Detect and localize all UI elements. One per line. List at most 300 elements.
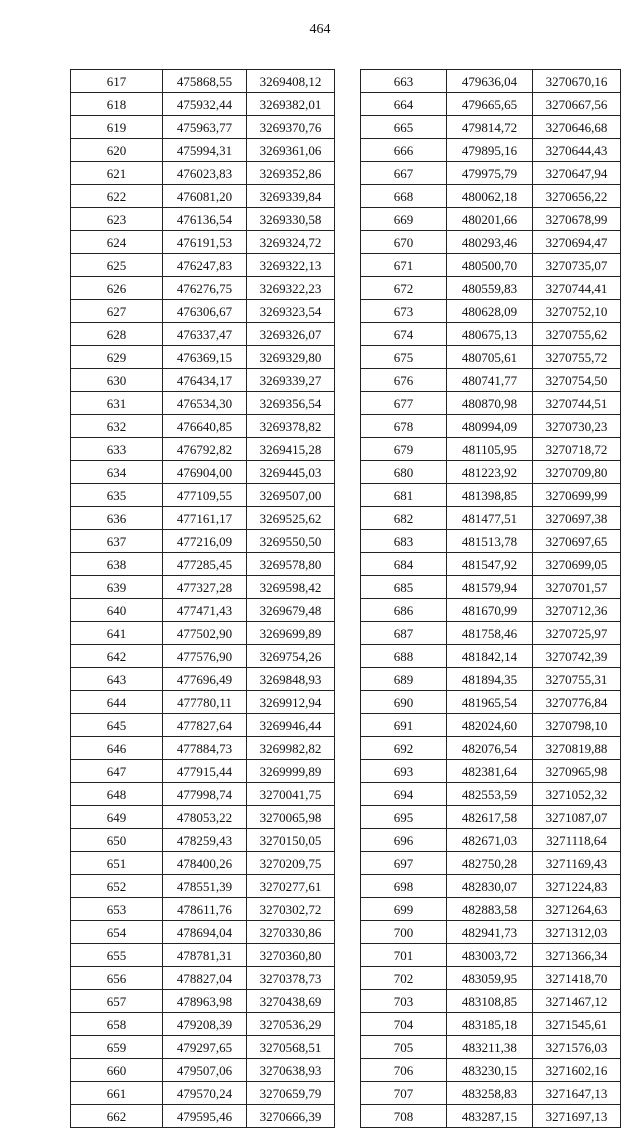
- y-coordinate-cell: 3271697,13: [533, 1105, 621, 1128]
- point-number-cell: 690: [361, 691, 447, 714]
- point-number-cell: 637: [71, 530, 163, 553]
- y-coordinate-cell: 3269339,27: [247, 369, 335, 392]
- x-coordinate-cell: 477998,74: [163, 783, 247, 806]
- point-number-cell: 685: [361, 576, 447, 599]
- table-row: [361, 576, 621, 599]
- x-coordinate-cell: 479297,65: [163, 1036, 247, 1059]
- y-coordinate-cell: 3270725,97: [533, 622, 621, 645]
- table-row: [71, 760, 335, 783]
- point-number-cell: 618: [71, 93, 163, 116]
- y-coordinate-cell: 3270744,51: [533, 392, 621, 415]
- x-coordinate-cell: 476337,47: [163, 323, 247, 346]
- point-number-cell: 652: [71, 875, 163, 898]
- point-number-cell: 671: [361, 254, 447, 277]
- point-number-cell: 692: [361, 737, 447, 760]
- point-number-cell: 649: [71, 806, 163, 829]
- table-row: [71, 484, 335, 507]
- y-coordinate-cell: 3270701,57: [533, 576, 621, 599]
- x-coordinate-cell: 478259,43: [163, 829, 247, 852]
- y-coordinate-cell: 3270718,72: [533, 438, 621, 461]
- point-number-cell: 701: [361, 944, 447, 967]
- x-coordinate-cell: 477780,11: [163, 691, 247, 714]
- point-number-cell: 691: [361, 714, 447, 737]
- y-coordinate-cell: 3270709,80: [533, 461, 621, 484]
- table-row: [71, 737, 335, 760]
- table-row: [71, 139, 335, 162]
- x-coordinate-cell: 480705,61: [447, 346, 533, 369]
- x-coordinate-cell: 478053,22: [163, 806, 247, 829]
- point-number-cell: 659: [71, 1036, 163, 1059]
- table-row: [71, 576, 335, 599]
- x-coordinate-cell: 476191,53: [163, 231, 247, 254]
- point-number-cell: 684: [361, 553, 447, 576]
- table-row: [361, 369, 621, 392]
- table-row: [361, 967, 621, 990]
- x-coordinate-cell: 480293,46: [447, 231, 533, 254]
- y-coordinate-cell: 3269699,89: [247, 622, 335, 645]
- y-coordinate-cell: 3270754,50: [533, 369, 621, 392]
- y-coordinate-cell: 3269982,82: [247, 737, 335, 760]
- table-row: [361, 461, 621, 484]
- y-coordinate-cell: 3271545,61: [533, 1013, 621, 1036]
- table-row: [71, 231, 335, 254]
- y-coordinate-cell: 3269324,72: [247, 231, 335, 254]
- coordinates-table-right: [360, 69, 621, 1128]
- table-row: [361, 622, 621, 645]
- y-coordinate-cell: 3269507,00: [247, 484, 335, 507]
- table-row: [71, 599, 335, 622]
- point-number-cell: 682: [361, 507, 447, 530]
- table-row: [361, 921, 621, 944]
- x-coordinate-cell: 479975,79: [447, 162, 533, 185]
- table-row: [361, 116, 621, 139]
- y-coordinate-cell: 3270798,10: [533, 714, 621, 737]
- y-coordinate-cell: 3270694,47: [533, 231, 621, 254]
- x-coordinate-cell: 477915,44: [163, 760, 247, 783]
- point-number-cell: 643: [71, 668, 163, 691]
- point-number-cell: 656: [71, 967, 163, 990]
- x-coordinate-cell: 480741,77: [447, 369, 533, 392]
- point-number-cell: 620: [71, 139, 163, 162]
- table-row: [71, 1105, 335, 1128]
- point-number-cell: 674: [361, 323, 447, 346]
- point-number-cell: 617: [71, 70, 163, 93]
- table-row: [71, 806, 335, 829]
- point-number-cell: 703: [361, 990, 447, 1013]
- point-number-cell: 689: [361, 668, 447, 691]
- x-coordinate-cell: 481223,92: [447, 461, 533, 484]
- y-coordinate-cell: 3269445,03: [247, 461, 335, 484]
- table-row: [71, 300, 335, 323]
- table-row: [71, 70, 335, 93]
- point-number-cell: 631: [71, 392, 163, 415]
- x-coordinate-cell: 476081,20: [163, 185, 247, 208]
- point-number-cell: 668: [361, 185, 447, 208]
- y-coordinate-cell: 3269408,12: [247, 70, 335, 93]
- table-row: [71, 415, 335, 438]
- table-row: [361, 829, 621, 852]
- y-coordinate-cell: 3270712,36: [533, 599, 621, 622]
- y-coordinate-cell: 3271366,34: [533, 944, 621, 967]
- point-number-cell: 707: [361, 1082, 447, 1105]
- y-coordinate-cell: 3269679,48: [247, 599, 335, 622]
- y-coordinate-cell: 3269378,82: [247, 415, 335, 438]
- point-number-cell: 681: [361, 484, 447, 507]
- x-coordinate-cell: 477109,55: [163, 484, 247, 507]
- y-coordinate-cell: 3269598,42: [247, 576, 335, 599]
- x-coordinate-cell: 476534,30: [163, 392, 247, 415]
- y-coordinate-cell: 3271312,03: [533, 921, 621, 944]
- y-coordinate-cell: 3269946,44: [247, 714, 335, 737]
- point-number-cell: 619: [71, 116, 163, 139]
- point-number-cell: 683: [361, 530, 447, 553]
- y-coordinate-cell: 3270678,99: [533, 208, 621, 231]
- x-coordinate-cell: 478400,26: [163, 852, 247, 875]
- table-row: [361, 300, 621, 323]
- y-coordinate-cell: 3271602,16: [533, 1059, 621, 1082]
- x-coordinate-cell: 476136,54: [163, 208, 247, 231]
- y-coordinate-cell: 3269848,93: [247, 668, 335, 691]
- point-number-cell: 673: [361, 300, 447, 323]
- point-number-cell: 645: [71, 714, 163, 737]
- y-coordinate-cell: 3270656,22: [533, 185, 621, 208]
- point-number-cell: 627: [71, 300, 163, 323]
- x-coordinate-cell: 477696,49: [163, 668, 247, 691]
- x-coordinate-cell: 476276,75: [163, 277, 247, 300]
- x-coordinate-cell: 480628,09: [447, 300, 533, 323]
- y-coordinate-cell: 3270646,68: [533, 116, 621, 139]
- x-coordinate-cell: 478551,39: [163, 875, 247, 898]
- x-coordinate-cell: 482024,60: [447, 714, 533, 737]
- y-coordinate-cell: 3270644,43: [533, 139, 621, 162]
- table-row: [71, 921, 335, 944]
- x-coordinate-cell: 480994,09: [447, 415, 533, 438]
- x-coordinate-cell: 477471,43: [163, 599, 247, 622]
- table-row: [361, 346, 621, 369]
- table-row: [361, 1105, 621, 1128]
- table-row: [361, 231, 621, 254]
- x-coordinate-cell: 483258,83: [447, 1082, 533, 1105]
- x-coordinate-cell: 481965,54: [447, 691, 533, 714]
- y-coordinate-cell: 3269339,84: [247, 185, 335, 208]
- point-number-cell: 655: [71, 944, 163, 967]
- point-number-cell: 679: [361, 438, 447, 461]
- table-row: [71, 162, 335, 185]
- x-coordinate-cell: 476434,17: [163, 369, 247, 392]
- table-row: [71, 944, 335, 967]
- y-coordinate-cell: 3270330,86: [247, 921, 335, 944]
- table-row: [71, 461, 335, 484]
- x-coordinate-cell: 480675,13: [447, 323, 533, 346]
- x-coordinate-cell: 480870,98: [447, 392, 533, 415]
- y-coordinate-cell: 3270647,94: [533, 162, 621, 185]
- table-row: [71, 1082, 335, 1105]
- x-coordinate-cell: 476023,83: [163, 162, 247, 185]
- y-coordinate-cell: 3269322,23: [247, 277, 335, 300]
- x-coordinate-cell: 479814,72: [447, 116, 533, 139]
- coordinates-table-left: [70, 69, 335, 1128]
- point-number-cell: 628: [71, 323, 163, 346]
- point-number-cell: 632: [71, 415, 163, 438]
- point-number-cell: 670: [361, 231, 447, 254]
- x-coordinate-cell: 482941,73: [447, 921, 533, 944]
- x-coordinate-cell: 477216,09: [163, 530, 247, 553]
- table-row: [71, 323, 335, 346]
- point-number-cell: 666: [361, 139, 447, 162]
- x-coordinate-cell: 477285,45: [163, 553, 247, 576]
- x-coordinate-cell: 480201,66: [447, 208, 533, 231]
- point-number-cell: 640: [71, 599, 163, 622]
- table-row: [361, 438, 621, 461]
- point-number-cell: 664: [361, 93, 447, 116]
- point-number-cell: 678: [361, 415, 447, 438]
- point-number-cell: 622: [71, 185, 163, 208]
- y-coordinate-cell: 3270209,75: [247, 852, 335, 875]
- point-number-cell: 688: [361, 645, 447, 668]
- table-row: [361, 691, 621, 714]
- y-coordinate-cell: 3270755,62: [533, 323, 621, 346]
- table-row: [71, 185, 335, 208]
- x-coordinate-cell: 481513,78: [447, 530, 533, 553]
- point-number-cell: 662: [71, 1105, 163, 1128]
- y-coordinate-cell: 3271118,64: [533, 829, 621, 852]
- point-number-cell: 699: [361, 898, 447, 921]
- point-number-cell: 634: [71, 461, 163, 484]
- table-row: [361, 783, 621, 806]
- point-number-cell: 630: [71, 369, 163, 392]
- point-number-cell: 636: [71, 507, 163, 530]
- point-number-cell: 646: [71, 737, 163, 760]
- table-row: [361, 875, 621, 898]
- y-coordinate-cell: 3269415,28: [247, 438, 335, 461]
- table-row: [361, 990, 621, 1013]
- y-coordinate-cell: 3269361,06: [247, 139, 335, 162]
- table-row: [71, 714, 335, 737]
- table-row: [361, 530, 621, 553]
- table-row: [71, 369, 335, 392]
- point-number-cell: 642: [71, 645, 163, 668]
- point-number-cell: 704: [361, 1013, 447, 1036]
- point-number-cell: 669: [361, 208, 447, 231]
- table-row: [361, 645, 621, 668]
- point-number-cell: 635: [71, 484, 163, 507]
- y-coordinate-cell: 3271224,83: [533, 875, 621, 898]
- point-number-cell: 623: [71, 208, 163, 231]
- y-coordinate-cell: 3270699,05: [533, 553, 621, 576]
- point-number-cell: 708: [361, 1105, 447, 1128]
- y-coordinate-cell: 3270568,51: [247, 1036, 335, 1059]
- y-coordinate-cell: 3270536,29: [247, 1013, 335, 1036]
- x-coordinate-cell: 483003,72: [447, 944, 533, 967]
- x-coordinate-cell: 476792,82: [163, 438, 247, 461]
- point-number-cell: 625: [71, 254, 163, 277]
- table-row: [361, 1082, 621, 1105]
- point-number-cell: 665: [361, 116, 447, 139]
- x-coordinate-cell: 479570,24: [163, 1082, 247, 1105]
- point-number-cell: 624: [71, 231, 163, 254]
- point-number-cell: 695: [361, 806, 447, 829]
- point-number-cell: 675: [361, 346, 447, 369]
- table-row: [361, 714, 621, 737]
- table-row: [71, 783, 335, 806]
- point-number-cell: 651: [71, 852, 163, 875]
- point-number-cell: 621: [71, 162, 163, 185]
- x-coordinate-cell: 476247,83: [163, 254, 247, 277]
- table-row: [361, 323, 621, 346]
- point-number-cell: 696: [361, 829, 447, 852]
- point-number-cell: 676: [361, 369, 447, 392]
- y-coordinate-cell: 3269352,86: [247, 162, 335, 185]
- table-row: [71, 254, 335, 277]
- y-coordinate-cell: 3269754,26: [247, 645, 335, 668]
- x-coordinate-cell: 477161,17: [163, 507, 247, 530]
- table-row: [361, 208, 621, 231]
- y-coordinate-cell: 3269326,07: [247, 323, 335, 346]
- x-coordinate-cell: 481105,95: [447, 438, 533, 461]
- x-coordinate-cell: 479208,39: [163, 1013, 247, 1036]
- point-number-cell: 705: [361, 1036, 447, 1059]
- table-row: [71, 852, 335, 875]
- y-coordinate-cell: 3270965,98: [533, 760, 621, 783]
- y-coordinate-cell: 3269382,01: [247, 93, 335, 116]
- table-row: [71, 668, 335, 691]
- x-coordinate-cell: 475932,44: [163, 93, 247, 116]
- table-row: [361, 392, 621, 415]
- point-number-cell: 658: [71, 1013, 163, 1036]
- point-number-cell: 633: [71, 438, 163, 461]
- y-coordinate-cell: 3270730,23: [533, 415, 621, 438]
- x-coordinate-cell: 482883,58: [447, 898, 533, 921]
- point-number-cell: 648: [71, 783, 163, 806]
- y-coordinate-cell: 3271418,70: [533, 967, 621, 990]
- point-number-cell: 654: [71, 921, 163, 944]
- table-row: [361, 415, 621, 438]
- point-number-cell: 638: [71, 553, 163, 576]
- point-number-cell: 702: [361, 967, 447, 990]
- table-row: [361, 553, 621, 576]
- point-number-cell: 694: [361, 783, 447, 806]
- table-row: [361, 277, 621, 300]
- y-coordinate-cell: 3269550,50: [247, 530, 335, 553]
- y-coordinate-cell: 3270150,05: [247, 829, 335, 852]
- y-coordinate-cell: 3271087,07: [533, 806, 621, 829]
- x-coordinate-cell: 479895,16: [447, 139, 533, 162]
- y-coordinate-cell: 3269525,62: [247, 507, 335, 530]
- point-number-cell: 693: [361, 760, 447, 783]
- y-coordinate-cell: 3270065,98: [247, 806, 335, 829]
- y-coordinate-cell: 3270438,69: [247, 990, 335, 1013]
- x-coordinate-cell: 479636,04: [447, 70, 533, 93]
- y-coordinate-cell: 3269323,54: [247, 300, 335, 323]
- y-coordinate-cell: 3269999,89: [247, 760, 335, 783]
- table-row: [361, 737, 621, 760]
- table-row: [361, 1059, 621, 1082]
- x-coordinate-cell: 479507,06: [163, 1059, 247, 1082]
- point-number-cell: 677: [361, 392, 447, 415]
- y-coordinate-cell: 3270277,61: [247, 875, 335, 898]
- table-row: [361, 1013, 621, 1036]
- y-coordinate-cell: 3270670,16: [533, 70, 621, 93]
- table-row: [71, 392, 335, 415]
- point-number-cell: 667: [361, 162, 447, 185]
- y-coordinate-cell: 3270697,65: [533, 530, 621, 553]
- x-coordinate-cell: 476640,85: [163, 415, 247, 438]
- x-coordinate-cell: 483185,18: [447, 1013, 533, 1036]
- x-coordinate-cell: 478611,76: [163, 898, 247, 921]
- table-row: [361, 1036, 621, 1059]
- x-coordinate-cell: 482750,28: [447, 852, 533, 875]
- x-coordinate-cell: 481579,94: [447, 576, 533, 599]
- x-coordinate-cell: 478827,04: [163, 967, 247, 990]
- table-row: [361, 162, 621, 185]
- x-coordinate-cell: 477327,28: [163, 576, 247, 599]
- table-row: [71, 875, 335, 898]
- table-row: [71, 116, 335, 139]
- table-row: [71, 530, 335, 553]
- x-coordinate-cell: 483059,95: [447, 967, 533, 990]
- point-number-cell: 672: [361, 277, 447, 300]
- point-number-cell: 641: [71, 622, 163, 645]
- table-row: [361, 944, 621, 967]
- x-coordinate-cell: 477502,90: [163, 622, 247, 645]
- table-row: [71, 438, 335, 461]
- point-number-cell: 700: [361, 921, 447, 944]
- y-coordinate-cell: 3269356,54: [247, 392, 335, 415]
- table-row: [71, 93, 335, 116]
- point-number-cell: 647: [71, 760, 163, 783]
- x-coordinate-cell: 483211,38: [447, 1036, 533, 1059]
- y-coordinate-cell: 3271169,43: [533, 852, 621, 875]
- x-coordinate-cell: 482076,54: [447, 737, 533, 760]
- y-coordinate-cell: 3270755,31: [533, 668, 621, 691]
- point-number-cell: 663: [361, 70, 447, 93]
- x-coordinate-cell: 480559,83: [447, 277, 533, 300]
- y-coordinate-cell: 3270776,84: [533, 691, 621, 714]
- x-coordinate-cell: 475868,55: [163, 70, 247, 93]
- x-coordinate-cell: 476904,00: [163, 461, 247, 484]
- y-coordinate-cell: 3270819,88: [533, 737, 621, 760]
- x-coordinate-cell: 476306,67: [163, 300, 247, 323]
- table-row: [71, 553, 335, 576]
- x-coordinate-cell: 482381,64: [447, 760, 533, 783]
- y-coordinate-cell: 3269578,80: [247, 553, 335, 576]
- table-row: [71, 346, 335, 369]
- x-coordinate-cell: 482830,07: [447, 875, 533, 898]
- point-number-cell: 660: [71, 1059, 163, 1082]
- y-coordinate-cell: 3270752,10: [533, 300, 621, 323]
- table-row: [361, 484, 621, 507]
- y-coordinate-cell: 3270699,99: [533, 484, 621, 507]
- table-row: [361, 70, 621, 93]
- y-coordinate-cell: 3270638,93: [247, 1059, 335, 1082]
- table-row: [71, 622, 335, 645]
- y-coordinate-cell: 3270667,56: [533, 93, 621, 116]
- table-row: [71, 691, 335, 714]
- y-coordinate-cell: 3269329,80: [247, 346, 335, 369]
- y-coordinate-cell: 3271647,13: [533, 1082, 621, 1105]
- table-row: [361, 668, 621, 691]
- table-row: [361, 139, 621, 162]
- table-row: [361, 93, 621, 116]
- x-coordinate-cell: 475963,77: [163, 116, 247, 139]
- table-row: [71, 1059, 335, 1082]
- y-coordinate-cell: 3270735,07: [533, 254, 621, 277]
- table-row: [361, 599, 621, 622]
- table-row: [71, 277, 335, 300]
- table-row: [71, 829, 335, 852]
- table-row: [71, 967, 335, 990]
- table-row: [71, 507, 335, 530]
